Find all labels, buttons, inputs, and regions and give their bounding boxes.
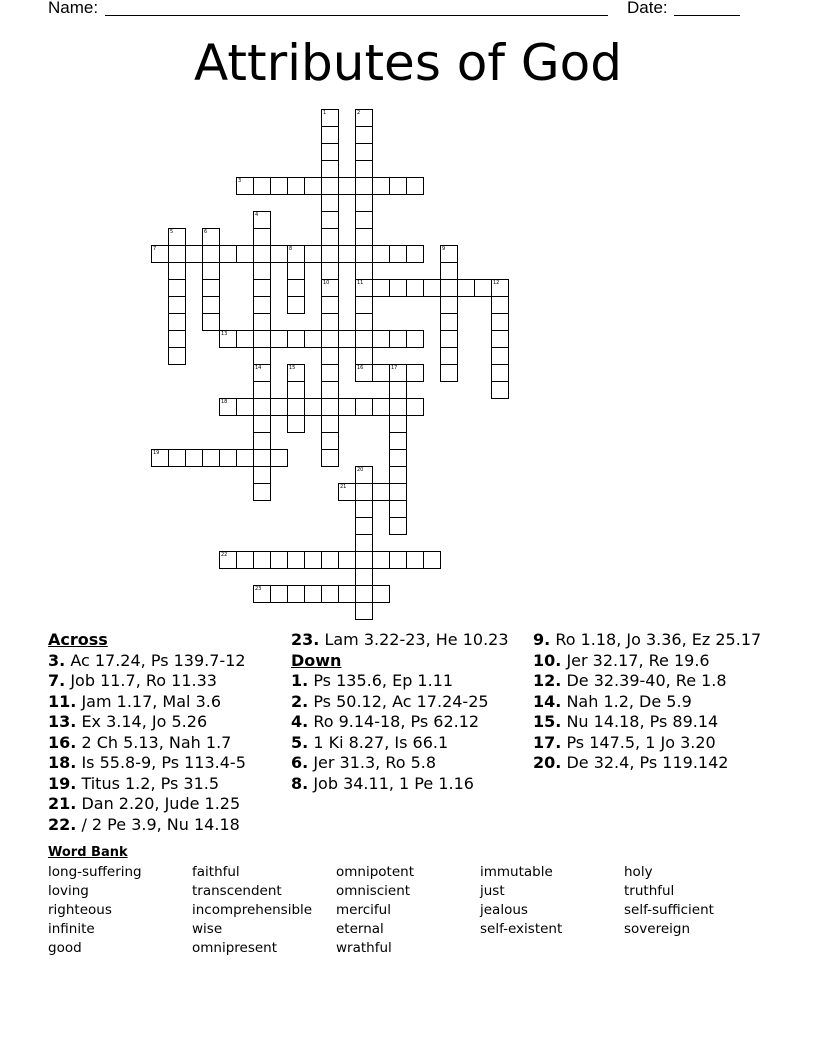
crossword-cell[interactable] [389, 330, 407, 348]
down-clue: 9. Ro 1.18, Jo 3.36, Ez 25.17 [533, 630, 762, 649]
crossword-cell[interactable] [440, 364, 458, 382]
crossword-cell[interactable] [321, 160, 339, 178]
crossword-cell[interactable] [287, 381, 305, 399]
crossword-cell[interactable] [491, 364, 509, 382]
crossword-cell[interactable] [389, 279, 407, 297]
crossword-cell[interactable] [355, 466, 373, 484]
crossword-cell[interactable] [355, 160, 373, 178]
word-bank-item: faithful [192, 864, 240, 880]
crossword-cell[interactable] [355, 126, 373, 144]
crossword-cell[interactable] [389, 398, 407, 416]
down-clue: 4. Ro 9.14-18, Ps 62.12 [291, 712, 480, 731]
crossword-cell[interactable] [355, 143, 373, 161]
crossword-cell[interactable] [270, 177, 288, 195]
down-clue: 20. De 32.4, Ps 119.142 [533, 753, 729, 772]
crossword-cell[interactable] [287, 415, 305, 433]
crossword-cell[interactable] [253, 245, 271, 263]
crossword-cell[interactable] [474, 279, 492, 297]
crossword-cell[interactable] [151, 245, 169, 263]
crossword-cell[interactable] [321, 449, 339, 467]
crossword-cell[interactable] [304, 245, 322, 263]
crossword-cell[interactable] [168, 449, 186, 467]
name-label: Name: [48, 0, 99, 17]
crossword-cell[interactable] [253, 483, 271, 501]
crossword-cell[interactable] [440, 330, 458, 348]
word-bank-column [48, 863, 142, 958]
crossword-cell[interactable] [491, 313, 509, 331]
crossword-cell[interactable] [355, 398, 373, 416]
crossword-cell[interactable] [253, 398, 271, 416]
crossword-cell[interactable] [389, 415, 407, 433]
crossword-cell[interactable] [287, 364, 305, 382]
crossword-cell[interactable] [287, 551, 305, 569]
crossword-cell[interactable] [253, 177, 271, 195]
clue-number: 20 [357, 467, 364, 473]
crossword-cell[interactable] [287, 330, 305, 348]
crossword-cell[interactable] [253, 279, 271, 297]
crossword-cell[interactable] [219, 245, 237, 263]
crossword-cell[interactable] [287, 262, 305, 280]
clue-number: 10 [323, 280, 330, 286]
crossword-cell[interactable] [372, 245, 390, 263]
crossword-cell[interactable] [440, 347, 458, 365]
crossword-cell[interactable] [389, 177, 407, 195]
crossword-cell[interactable] [287, 398, 305, 416]
crossword-cell[interactable] [389, 517, 407, 535]
crossword-cell[interactable] [355, 602, 373, 620]
name-line[interactable] [105, 15, 608, 16]
crossword-cell[interactable] [406, 364, 424, 382]
word-bank-title: Word Bank [48, 845, 128, 860]
crossword-cell[interactable] [253, 551, 271, 569]
crossword-cell[interactable] [219, 449, 237, 467]
crossword-cell[interactable] [338, 245, 356, 263]
clue-number: 4 [255, 212, 259, 218]
crossword-cell[interactable] [321, 177, 339, 195]
across-clue: 13. Ex 3.14, Jo 5.26 [48, 712, 208, 731]
crossword-cell[interactable] [491, 347, 509, 365]
crossword-cell[interactable] [321, 228, 339, 246]
crossword-cell[interactable] [491, 296, 509, 314]
across-clue: 16. 2 Ch 5.13, Nah 1.7 [48, 732, 232, 752]
date-label: Date: [627, 0, 668, 17]
crossword-cell[interactable] [202, 262, 220, 280]
crossword-cell[interactable] [389, 483, 407, 501]
crossword-cell[interactable] [321, 432, 339, 450]
clue-number: 12 [493, 280, 500, 286]
across-clue: 22. / 2 Pe 3.9, Nu 14.18 [48, 814, 240, 834]
crossword-cell[interactable] [389, 466, 407, 484]
crossword-cell[interactable] [270, 245, 288, 263]
word-bank-item: incomprehensible [192, 902, 313, 918]
crossword-cell[interactable] [406, 398, 424, 416]
clues-column-1 [48, 630, 278, 835]
crossword-cell[interactable] [355, 296, 373, 314]
word-bank-item: self-existent [480, 921, 563, 937]
word-bank-item: just [480, 883, 505, 899]
crossword-cell[interactable] [236, 551, 254, 569]
crossword-cell[interactable] [253, 262, 271, 280]
down-clue: 5. 1 Ki 8.27, Is 66.1 [291, 732, 449, 752]
word-bank-item: omnipresent [192, 940, 278, 956]
crossword-cell[interactable] [253, 415, 271, 433]
crossword-cell[interactable] [168, 262, 186, 280]
crossword-cell[interactable] [219, 330, 237, 348]
down-clue: 1. Ps 135.6, Ep 1.11 [291, 671, 454, 690]
crossword-cell[interactable] [287, 279, 305, 297]
clues-column-2 [291, 630, 523, 794]
crossword-cell[interactable] [253, 381, 271, 399]
crossword-cell[interactable] [236, 398, 254, 416]
clue-number: 7 [153, 246, 157, 252]
crossword-cell[interactable] [321, 415, 339, 433]
crossword-cell[interactable] [253, 585, 271, 603]
crossword-cell[interactable] [168, 330, 186, 348]
crossword-cell[interactable] [253, 466, 271, 484]
crossword-cell[interactable] [321, 364, 339, 382]
crossword-cell[interactable] [321, 296, 339, 314]
crossword-cell[interactable] [372, 279, 390, 297]
clue-number: 21 [340, 484, 347, 490]
clue-number: 9 [442, 246, 446, 252]
down-clue: 10. Jer 32.17, Re 19.6 [533, 650, 710, 670]
word-bank-item: infinite [48, 921, 95, 937]
across-clue: 3. Ac 17.24, Ps 139.7-12 [48, 650, 246, 670]
crossword-cell[interactable] [236, 330, 254, 348]
crossword-cell[interactable] [321, 194, 339, 212]
crossword-cell[interactable] [168, 313, 186, 331]
down-clue: 8. Job 34.11, 1 Pe 1.16 [291, 773, 474, 793]
word-bank-item: omnipotent [336, 864, 414, 880]
crossword-cell[interactable] [491, 330, 509, 348]
word-bank-item: good [48, 940, 82, 956]
crossword-cell[interactable] [287, 585, 305, 603]
crossword-cell[interactable] [304, 585, 322, 603]
crossword-cell[interactable] [151, 449, 169, 467]
crossword-cell[interactable] [355, 568, 373, 586]
clue-number: 15 [289, 365, 296, 371]
crossword-cell[interactable] [202, 313, 220, 331]
crossword-cell[interactable] [355, 211, 373, 229]
crossword-cell[interactable] [168, 228, 186, 246]
crossword-cell[interactable] [321, 585, 339, 603]
crossword-cell[interactable] [321, 245, 339, 263]
clue-number: 19 [153, 450, 160, 456]
down-heading: Down [291, 650, 342, 670]
crossword-cell[interactable] [270, 585, 288, 603]
crossword-cell[interactable] [355, 347, 373, 365]
across-clue: 19. Titus 1.2, Ps 31.5 [48, 773, 220, 793]
crossword-cell[interactable] [202, 279, 220, 297]
word-bank-item: immutable [480, 864, 553, 880]
crossword-cell[interactable] [338, 398, 356, 416]
clue-number: 14 [255, 365, 262, 371]
crossword-cell[interactable] [355, 228, 373, 246]
clue-number: 17 [391, 365, 398, 371]
crossword-cell[interactable] [287, 296, 305, 314]
crossword-cell[interactable] [491, 381, 509, 399]
crossword-cell[interactable] [253, 330, 271, 348]
crossword-cell[interactable] [338, 483, 356, 501]
crossword-cell[interactable] [287, 177, 305, 195]
crossword-cell[interactable] [304, 177, 322, 195]
crossword-cell[interactable] [355, 177, 373, 195]
crossword-cell[interactable] [168, 296, 186, 314]
crossword-cell[interactable] [457, 279, 475, 297]
crossword-cell[interactable] [253, 228, 271, 246]
crossword-cell[interactable] [219, 551, 237, 569]
crossword-cell[interactable] [389, 432, 407, 450]
clue-number: 11 [357, 280, 364, 286]
word-bank-item: merciful [336, 902, 391, 918]
crossword-cell[interactable] [168, 347, 186, 365]
crossword-cell[interactable] [185, 449, 203, 467]
across-clue: 11. Jam 1.17, Mal 3.6 [48, 691, 222, 711]
across-clue: 23. Lam 3.22-23, He 10.23 [291, 630, 509, 649]
crossword-cell[interactable] [406, 330, 424, 348]
clue-number: 16 [357, 365, 364, 371]
word-bank-item: jealous [480, 902, 528, 918]
crossword-cell[interactable] [389, 500, 407, 518]
crossword-cell[interactable] [406, 245, 424, 263]
clue-number: 8 [289, 246, 293, 252]
word-bank-column [480, 863, 562, 939]
down-clue: 15. Nu 14.18, Ps 89.14 [533, 712, 719, 731]
crossword-cell[interactable] [389, 245, 407, 263]
word-bank-item: truthful [624, 883, 675, 899]
word-bank-item: holy [624, 864, 653, 880]
crossword-cell[interactable] [355, 534, 373, 552]
crossword-cell[interactable] [406, 279, 424, 297]
crossword-cell[interactable] [440, 313, 458, 331]
crossword-cell[interactable] [270, 449, 288, 467]
word-bank-item: self-sufficient [624, 902, 714, 918]
word-bank-column [336, 863, 414, 958]
crossword-cell[interactable] [202, 245, 220, 263]
crossword-cell[interactable] [372, 330, 390, 348]
crossword-cell[interactable] [321, 126, 339, 144]
word-bank-item: sovereign [624, 921, 691, 937]
crossword-cell[interactable] [253, 364, 271, 382]
crossword-cell[interactable] [389, 449, 407, 467]
word-bank-item: wise [192, 921, 223, 937]
crossword-cell[interactable] [253, 449, 271, 467]
crossword-cell[interactable] [304, 398, 322, 416]
down-clue: 2. Ps 50.12, Ac 17.24-25 [291, 691, 489, 711]
crossword-cell[interactable] [389, 381, 407, 399]
crossword-cell[interactable] [321, 143, 339, 161]
crossword-cell[interactable] [338, 551, 356, 569]
crossword-cell[interactable] [270, 330, 288, 348]
word-bank-item: transcendent [192, 883, 282, 899]
crossword-cell[interactable] [406, 551, 424, 569]
crossword-cell[interactable] [168, 279, 186, 297]
crossword-cell[interactable] [253, 432, 271, 450]
crossword-cell[interactable] [338, 330, 356, 348]
word-bank-item: long-suffering [48, 864, 142, 880]
crossword-cell[interactable] [304, 330, 322, 348]
crossword-cell[interactable] [253, 211, 271, 229]
crossword-cell[interactable] [321, 381, 339, 399]
crossword-cell[interactable] [355, 262, 373, 280]
crossword-cell[interactable] [355, 279, 373, 297]
clue-number: 2 [357, 110, 361, 116]
crossword-cell[interactable] [355, 245, 373, 263]
crossword-cell[interactable] [491, 279, 509, 297]
word-bank-item: omniscient [336, 883, 411, 899]
crossword-cell[interactable] [338, 585, 356, 603]
clue-number: 13 [221, 331, 228, 337]
crossword-cell[interactable] [321, 313, 339, 331]
down-clue: 14. Nah 1.2, De 5.9 [533, 691, 692, 711]
crossword-cell[interactable] [321, 398, 339, 416]
crossword-cell[interactable] [202, 228, 220, 246]
crossword-cell[interactable] [423, 279, 441, 297]
crossword-cell[interactable] [355, 517, 373, 535]
crossword-cell[interactable] [440, 262, 458, 280]
clues-column-3 [533, 630, 773, 774]
crossword-cell[interactable] [355, 500, 373, 518]
crossword-cell[interactable] [355, 109, 373, 127]
across-clue: 18. Is 55.8-9, Ps 113.4-5 [48, 753, 246, 772]
clue-number: 5 [170, 229, 174, 235]
word-bank-item: righteous [48, 902, 112, 918]
crossword-cell[interactable] [389, 551, 407, 569]
crossword-cell[interactable] [372, 177, 390, 195]
crossword-cell[interactable] [202, 449, 220, 467]
crossword-cell[interactable] [321, 262, 339, 280]
crossword-cell[interactable] [236, 177, 254, 195]
down-clue: 6. Jer 31.3, Ro 5.8 [291, 753, 437, 772]
crossword-cell[interactable] [202, 296, 220, 314]
crossword-cell[interactable] [304, 551, 322, 569]
crossword-cell[interactable] [321, 347, 339, 365]
crossword-cell[interactable] [355, 483, 373, 501]
word-bank-item: wrathful [336, 940, 392, 956]
crossword-cell[interactable] [372, 483, 390, 501]
down-clue: 12. De 32.39-40, Re 1.8 [533, 671, 727, 690]
word-bank-column [624, 863, 714, 939]
crossword-cell[interactable] [287, 245, 305, 263]
crossword-cell[interactable] [219, 398, 237, 416]
crossword-cell[interactable] [389, 364, 407, 382]
crossword-cell[interactable] [270, 551, 288, 569]
word-bank-item: loving [48, 883, 89, 899]
across-heading: Across [48, 630, 108, 649]
crossword-cell[interactable] [440, 279, 458, 297]
down-clue: 17. Ps 147.5, 1 Jo 3.20 [533, 732, 716, 752]
crossword-cell[interactable] [355, 330, 373, 348]
page-title: Attributes of God [194, 34, 622, 92]
crossword-cell[interactable] [270, 398, 288, 416]
clue-number: 18 [221, 399, 228, 405]
crossword-cell[interactable] [372, 398, 390, 416]
crossword-cell[interactable] [321, 551, 339, 569]
date-line[interactable] [674, 15, 740, 16]
crossword-cell[interactable] [321, 109, 339, 127]
crossword-cell[interactable] [355, 364, 373, 382]
crossword-cell[interactable] [423, 551, 441, 569]
crossword-cell[interactable] [440, 296, 458, 314]
crossword-cell[interactable] [355, 551, 373, 569]
crossword-cell[interactable] [338, 177, 356, 195]
crossword-cell[interactable] [321, 330, 339, 348]
clue-number: 22 [221, 552, 228, 558]
across-clue: 7. Job 11.7, Ro 11.33 [48, 671, 217, 690]
clue-number: 6 [204, 229, 208, 235]
clue-number: 1 [323, 110, 327, 116]
clue-number: 3 [238, 178, 242, 184]
crossword-cell[interactable] [355, 194, 373, 212]
crossword-cell[interactable] [168, 245, 186, 263]
crossword-cell[interactable] [253, 313, 271, 331]
crossword-cell[interactable] [372, 364, 390, 382]
crossword-cell[interactable] [355, 585, 373, 603]
crossword-cell[interactable] [406, 177, 424, 195]
crossword-cell[interactable] [440, 245, 458, 263]
across-clue: 21. Dan 2.20, Jude 1.25 [48, 794, 241, 813]
crossword-cell[interactable] [355, 313, 373, 331]
clue-number: 23 [255, 586, 262, 592]
crossword-cell[interactable] [321, 279, 339, 297]
crossword-cell[interactable] [236, 449, 254, 467]
word-bank-item: eternal [336, 921, 384, 937]
word-bank-column [192, 863, 312, 958]
crossword-cell[interactable] [236, 245, 254, 263]
crossword-cell[interactable] [372, 551, 390, 569]
crossword-cell[interactable] [321, 211, 339, 229]
crossword-cell[interactable] [253, 296, 271, 314]
crossword-cell[interactable] [372, 585, 390, 603]
crossword-cell[interactable] [253, 347, 271, 365]
crossword-cell[interactable] [185, 245, 203, 263]
